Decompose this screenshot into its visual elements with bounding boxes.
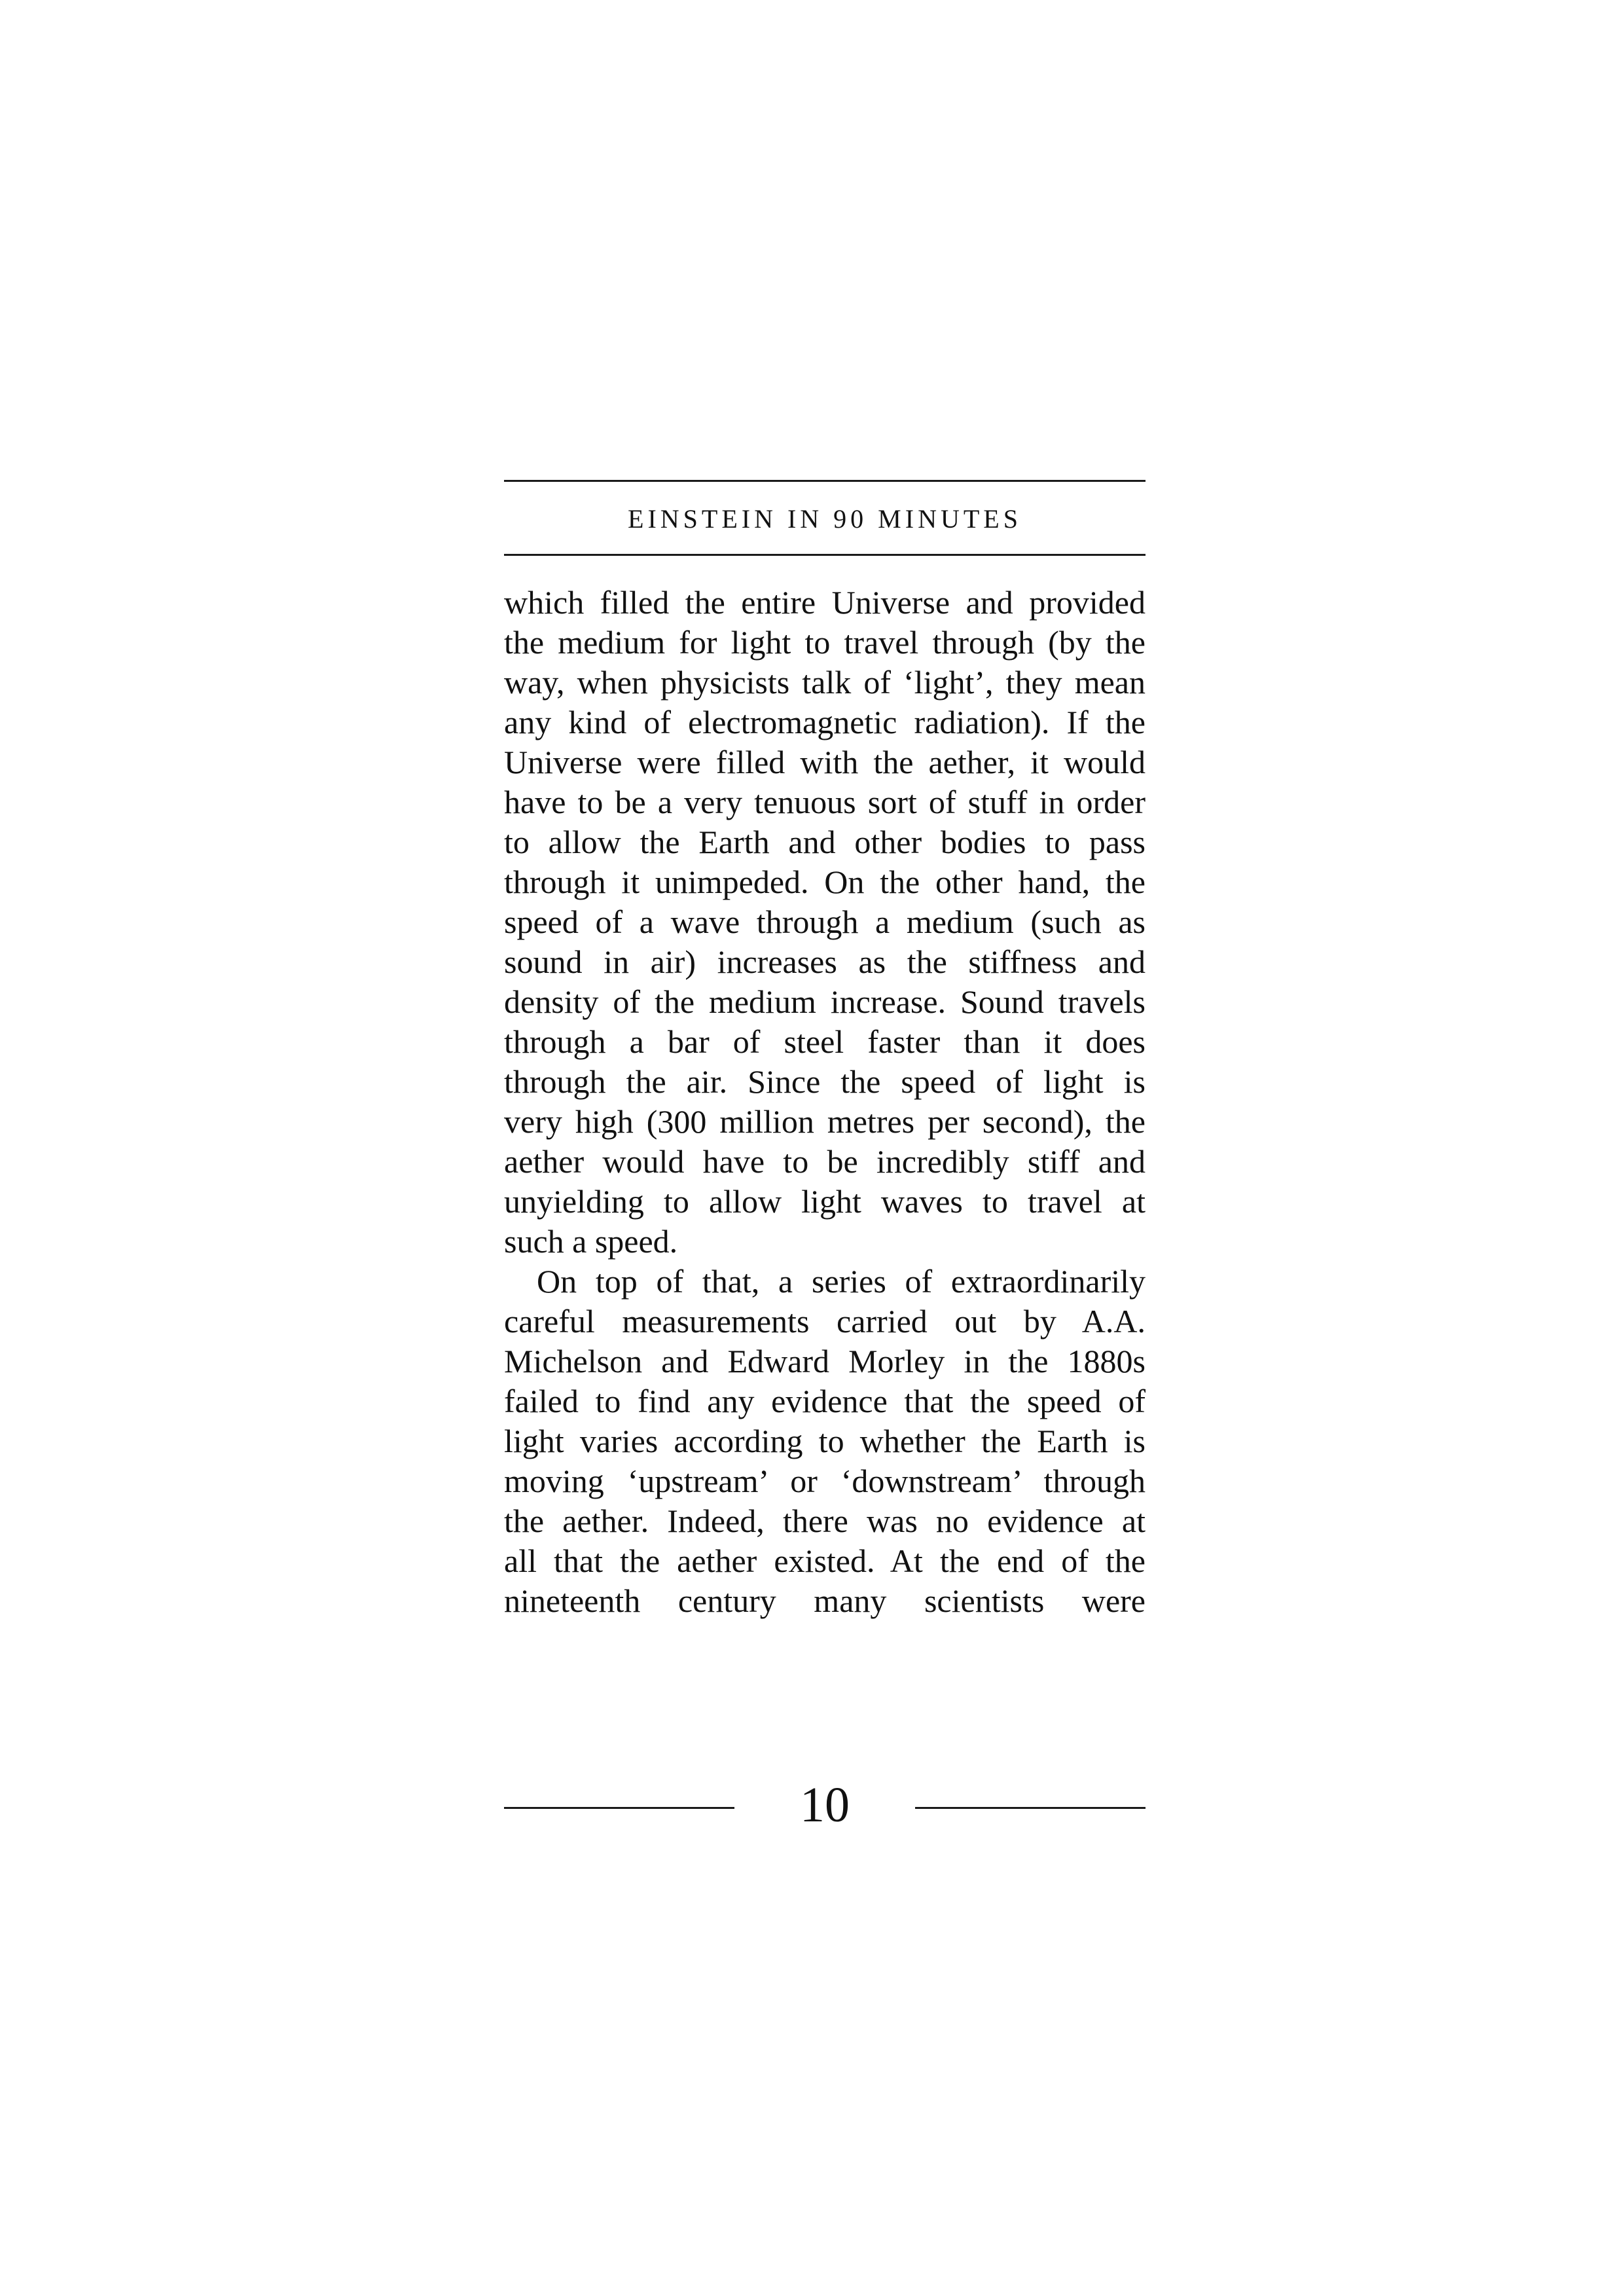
text-line: the medium for light to travel through (by the [504,624,1146,661]
text-line: to allow the Earth and other bodies to pass [504,824,1146,860]
text-line: which filled the entire Universe and provided [504,584,1146,621]
text-line: way, when physicists talk of ‘light’, they mean [504,664,1146,701]
paragraph-end-line: such a speed. [504,1223,678,1260]
text-line: failed to find any evidence that the speed of [504,1383,1146,1419]
text-line: sound in air) increases as the stiffness and [504,943,1146,980]
text-line: Michelson and Edward Morley in the 1880s [504,1343,1146,1379]
header-top-rule [504,480,1146,482]
body-text [504,583,1146,1621]
text-line: density of the medium increase. Sound travels [504,983,1146,1020]
text-line: unyielding to allow light waves to travel at [504,1183,1146,1220]
text-line: any kind of electromagnetic radiation). If the [504,704,1146,740]
text-line: moving ‘upstream’ or ‘downstream’ through [504,1463,1146,1499]
text-line: very high (300 million metres per second), the [504,1103,1146,1140]
footer-left-rule [504,1807,734,1809]
text-line: speed of a wave through a medium (such as [504,903,1146,940]
header-bottom-rule [504,554,1146,556]
running-header: EINSTEIN IN 90 MINUTES [628,504,1022,534]
text-line: nineteenth century many scientists were [504,1582,1146,1619]
text-line: aether would have to be incredibly stiff and [504,1143,1146,1180]
text-line: light varies according to whether the Earth is [504,1423,1146,1459]
text-line: the aether. Indeed, there was no evidence at [504,1503,1146,1539]
text-line: through a bar of steel faster than it does [504,1023,1146,1060]
paragraph-start-line: On top of that, a series of extraordinarily [537,1263,1146,1300]
page-number: 10 [800,1777,850,1832]
text-line: through it unimpeded. On the other hand, the [504,864,1146,900]
text-line: Universe were filled with the aether, it would [504,744,1146,780]
text-line: have to be a very tenuous sort of stuff in order [504,784,1146,820]
text-line: through the air. Since the speed of light is [504,1063,1146,1100]
footer-right-rule [915,1807,1146,1809]
text-line: all that the aether existed. At the end of the [504,1542,1146,1579]
text-line: careful measurements carried out by A.A. [504,1303,1146,1339]
